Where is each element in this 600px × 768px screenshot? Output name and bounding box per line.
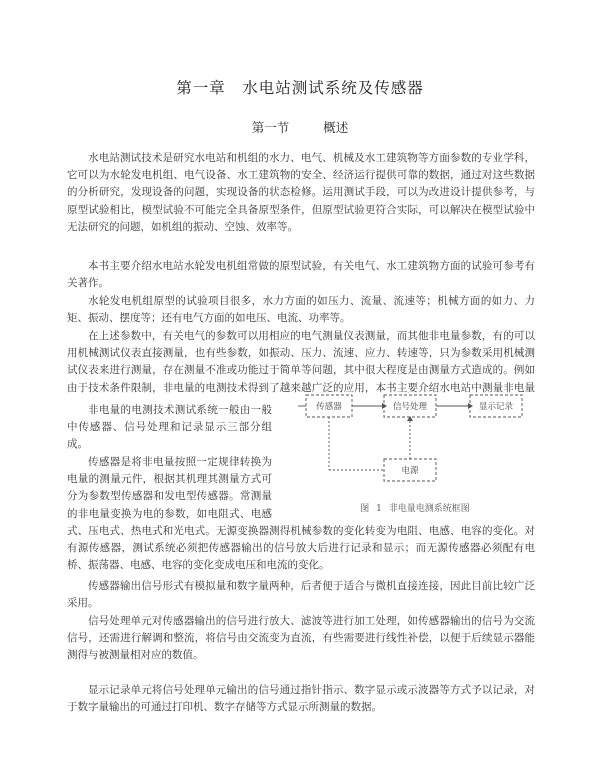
paragraph-test-items: 水轮发电机组原型的试验项目很多，水力方面的如压力、流量、流速等；机械方面的如力、力矩、振动、摆度等；还有电气方面的如电压、电流、功率等。 (67, 295, 535, 325)
figure-caption: 图 1 非电量电测系统框图 (360, 504, 470, 514)
paragraph-signal-output: 传感器输出信号形式有模拟量和数字量两种，后者便于适合与微机直接连接，因此目前比较广泛采用。 (67, 580, 535, 610)
paragraph-sensor-detail (67, 523, 535, 575)
paragraph-intro: 水电站测试技术是研究水电站和机组的水力、电气、机械及水工建筑物等方面参数的专业学科，它可以为水轮发电机组、电气设备、水工建筑物的安全、经济运行提供可靠的数据，通过对这些数据的分析研究，发现设备的问题，实现设备的状态检修。运用测试手段，可以为改进设计提供参考，与原型试验相比，模型试验不可能完全具备原型条件，但原型试验更符合实际，可以解决在模型试验中无法研究的问题，如机组的振动、空蚀、效率等。 (67, 152, 535, 233)
paragraph-sensor-continuation: 式、压电式、热电式和光电式。无源变换器测得机械参数的变化转变为电阻、电感、电容的变化。对有源传感器，测试系统必须把传感器输出的信号放大后进行记录和显示；而无源传感器必须配有电桥、振荡器、电感、电容的变化变成电压和电流的变化。 (67, 525, 535, 572)
paragraph-display-record: 显示记录单元将信号处理单元输出的信号通过指针指示、数字显示或示波器等方式予以记录，对于数字量输出的可通过打印机、数字存储等方式显示所测量的数据。 (67, 684, 535, 714)
paragraph-scope: 本书主要介绍水电站水轮发电机组常做的原型试验，有关电气、水工建筑物方面的试验可参考有关著作。 (67, 260, 535, 290)
diagram-label-sensor: 传感器 (316, 402, 342, 412)
paragraph-parameters: 在上述参数中，有关电气的参数可以用相应的电气测量仪表测量，而其他非电量参数，有的可以用机械测试仪表直接测量，也有些参数，如振动、压力、流速、应力、转速等，只为参数采用机械测试仪表来进行测量，存在测量不准或功能过于简单等问题，其中很大程度是由测量方式造成的。例如由于技术条件限制，非电量的电测技术得到了越来越广泛的应用，本书主要介绍水电站中测量非电量 (67, 330, 535, 394)
paragraph-system-composition: 非电量的电测技术测试系统一般由一般中传感器、信号处理和记录显示三部分组成。 (67, 404, 272, 451)
paragraph-sensor-intro: 传感器是将非电量按照一定规律转换为电量的测量元件，根据其机理其测量方式可分为参数型传感器和发电型传感器。常测量的非电量变换为电的参数，如电阻式、电感 (67, 456, 272, 520)
block-diagram-figure (292, 377, 538, 517)
block-diagram (292, 377, 538, 497)
section-title: 第一节 概述 (251, 120, 349, 135)
diagram-label-power: 电源 (401, 466, 419, 476)
paragraph-signal-processing: 信号处理单元对传感器输出的信号进行放大、滤波等进行加工处理，如传感器输出的信号为交流信号，还需进行解调和整流，将信号由交流变为直流，有些需要进行线性补偿，以便于后续显示器能测得与被测量相对应的数值。 (67, 615, 535, 662)
diagram-label-processing: 信号处理 (392, 402, 428, 412)
chapter-title: 第一章 水电站测试系统及传感器 (176, 79, 424, 97)
diagram-label-display: 显示记录 (478, 402, 514, 412)
